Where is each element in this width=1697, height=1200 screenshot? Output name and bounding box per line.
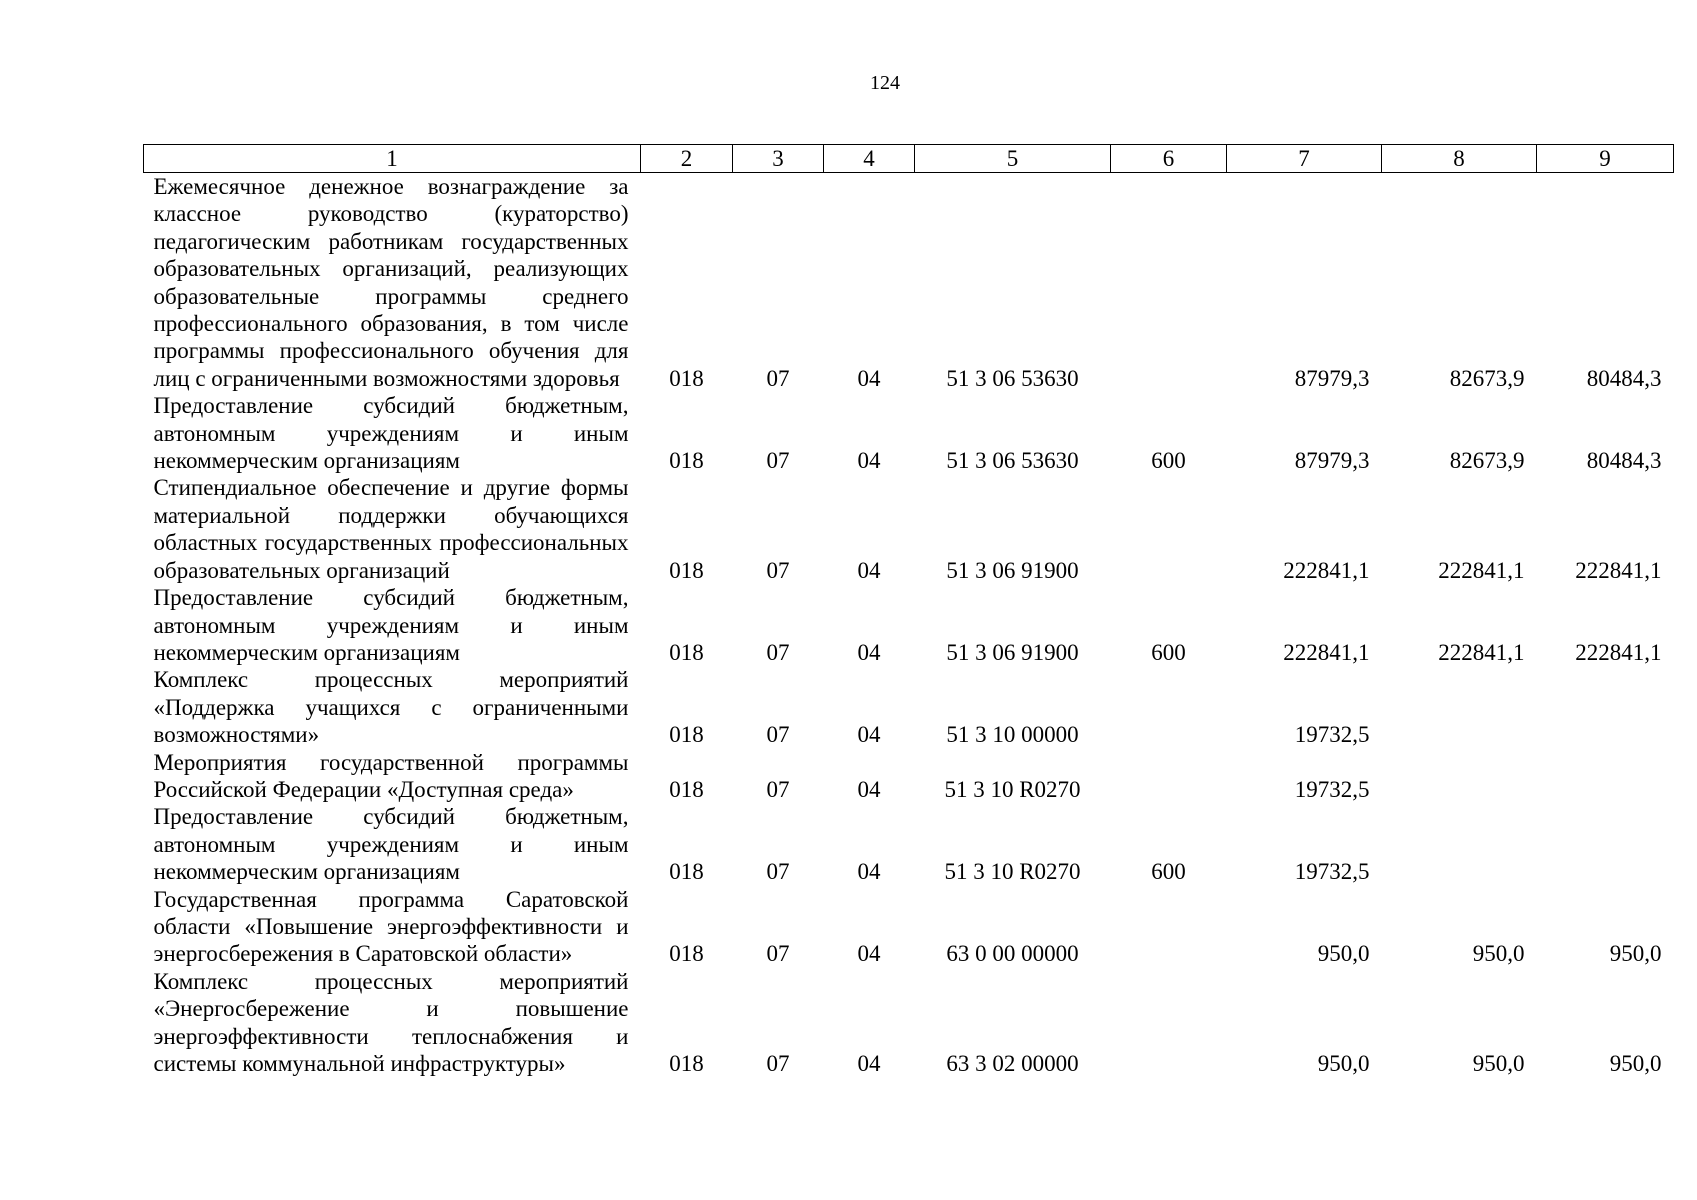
- table-row: [144, 666, 1674, 748]
- amount-col9: 950,0: [1609, 1051, 1662, 1076]
- expense-type-code: 600: [1151, 639, 1186, 665]
- chapter-code: 018: [669, 859, 704, 885]
- section-code: 07: [766, 859, 790, 885]
- table-row: [144, 474, 1674, 584]
- amount-col9: [1537, 803, 1674, 885]
- chapter-code: 018: [669, 1051, 704, 1076]
- expense-type-code: [1111, 666, 1227, 748]
- amount-col9: 950,0: [1609, 941, 1662, 967]
- table-row: [144, 392, 1674, 474]
- target-item-code: 51 3 06 53630: [946, 365, 1079, 391]
- section-code: 07: [766, 557, 790, 583]
- page-number: 124: [870, 72, 900, 94]
- expense-type-code: 600: [1151, 859, 1186, 885]
- chapter-code: 018: [669, 639, 704, 665]
- amount-col8: 950,0: [1472, 1051, 1525, 1076]
- row-description: Предоставление субсидий бюджетным, автономным учреждениям и иным некоммерческим организациям: [153, 804, 629, 885]
- section-code: 07: [766, 776, 790, 802]
- expense-type-code: 600: [1151, 448, 1186, 474]
- row-description: Стипендиальное обеспечение и другие формы материальной поддержки обучающихся областных государственных профессиональных образовательных организаций: [153, 475, 629, 583]
- target-item-code: 63 0 00 00000: [946, 941, 1079, 967]
- column-header-7: 7: [1227, 145, 1382, 173]
- column-header-5: 5: [915, 145, 1111, 173]
- amount-col9: [1537, 666, 1674, 748]
- amount-col7: 222841,1: [1283, 557, 1370, 583]
- target-item-code: 51 3 10 R0270: [944, 776, 1081, 802]
- column-header-3: 3: [733, 145, 824, 173]
- section-code: 07: [766, 365, 790, 391]
- table-row: [144, 803, 1674, 885]
- amount-col8: 950,0: [1472, 941, 1525, 967]
- table-header: [144, 145, 1674, 173]
- budget-table: [143, 144, 1674, 1077]
- subsection-code: 04: [857, 639, 881, 665]
- amount-col8: 222841,1: [1438, 557, 1525, 583]
- expense-type-code: [1111, 474, 1227, 584]
- table-row: [144, 886, 1674, 968]
- subsection-code: 04: [857, 1051, 881, 1076]
- subsection-code: 04: [857, 776, 881, 802]
- subsection-code: 04: [857, 722, 881, 748]
- amount-col8: 222841,1: [1438, 639, 1525, 665]
- amount-col9: 80484,3: [1586, 448, 1662, 474]
- subsection-code: 04: [857, 859, 881, 885]
- row-description: Мероприятия государственной программы Российской Федерации «Доступная среда»: [153, 749, 629, 802]
- amount-col8: [1382, 666, 1537, 748]
- chapter-code: 018: [669, 448, 704, 474]
- target-item-code: 51 3 10 00000: [946, 722, 1079, 748]
- row-description: Предоставление субсидий бюджетным, автономным учреждениям и иным некоммерческим организациям: [153, 393, 629, 474]
- target-item-code: 51 3 06 91900: [946, 639, 1079, 665]
- amount-col7: 222841,1: [1283, 639, 1370, 665]
- expense-type-code: [1111, 749, 1227, 804]
- target-item-code: 63 3 02 00000: [946, 1051, 1079, 1076]
- section-code: 07: [766, 722, 790, 748]
- subsection-code: 04: [857, 941, 881, 967]
- amount-col9: 222841,1: [1575, 557, 1662, 583]
- chapter-code: 018: [669, 776, 704, 802]
- amount-col7: 87979,3: [1294, 448, 1370, 474]
- section-code: 07: [766, 941, 790, 967]
- amount-col8: 82673,9: [1449, 365, 1525, 391]
- row-description: Комплекс процессных мероприятий «Поддержка учащихся с ограниченными возможностями»: [153, 667, 629, 748]
- column-header-1: 1: [144, 145, 641, 173]
- chapter-code: 018: [669, 941, 704, 967]
- amount-col8: [1382, 749, 1537, 804]
- amount-col8: [1382, 803, 1537, 885]
- amount-col7: 19732,5: [1294, 722, 1370, 748]
- amount-col8: 82673,9: [1449, 448, 1525, 474]
- column-header-2: 2: [641, 145, 733, 173]
- chapter-code: 018: [669, 722, 704, 748]
- amount-col7: 19732,5: [1294, 776, 1370, 802]
- section-code: 07: [766, 639, 790, 665]
- amount-col7: 950,0: [1317, 1051, 1370, 1076]
- chapter-code: 018: [669, 365, 704, 391]
- target-item-code: 51 3 06 53630: [946, 448, 1079, 474]
- row-description: Комплекс процессных мероприятий «Энергосбережение и повышение энергоэффективности теплоснабжения и системы коммунальной инфраструктуры»: [153, 968, 629, 1076]
- table-row: [144, 173, 1674, 393]
- amount-col9: [1537, 749, 1674, 804]
- expense-type-code: [1111, 886, 1227, 968]
- target-item-code: 51 3 06 91900: [946, 557, 1079, 583]
- subsection-code: 04: [857, 448, 881, 474]
- target-item-code: 51 3 10 R0270: [944, 859, 1081, 885]
- amount-col9: 80484,3: [1586, 365, 1662, 391]
- section-code: 07: [766, 448, 790, 474]
- table-body: [144, 173, 1674, 1078]
- column-header-6: 6: [1111, 145, 1227, 173]
- amount-col7: 950,0: [1317, 941, 1370, 967]
- chapter-code: 018: [669, 557, 704, 583]
- table-row: [144, 584, 1674, 666]
- header-row: [144, 145, 1674, 173]
- table-row: [144, 749, 1674, 804]
- row-description: Ежемесячное денежное вознаграждение за классное руководство (кураторство) педагогическим работникам государственных образовательных организаций, реализующих образовательные программы среднего профессионального образования, в том числе программы профессионального обучения для лиц с ограниченными возможностями здоровья: [153, 174, 629, 391]
- column-header-4: 4: [824, 145, 915, 173]
- amount-col7: 19732,5: [1294, 859, 1370, 885]
- subsection-code: 04: [857, 557, 881, 583]
- row-description: Государственная программа Саратовской области «Повышение энергоэффективности и энергосбережения в Саратовской области»: [153, 886, 629, 967]
- column-header-8: 8: [1382, 145, 1537, 173]
- section-code: 07: [766, 1051, 790, 1076]
- subsection-code: 04: [857, 365, 881, 391]
- amount-col9: 222841,1: [1575, 639, 1662, 665]
- row-description: Предоставление субсидий бюджетным, автономным учреждениям и иным некоммерческим организациям: [153, 585, 629, 665]
- column-header-9: 9: [1537, 145, 1674, 173]
- expense-type-code: [1111, 173, 1227, 393]
- table-row: [144, 968, 1674, 1078]
- expense-type-code: [1111, 968, 1227, 1078]
- amount-col7: 87979,3: [1294, 365, 1370, 391]
